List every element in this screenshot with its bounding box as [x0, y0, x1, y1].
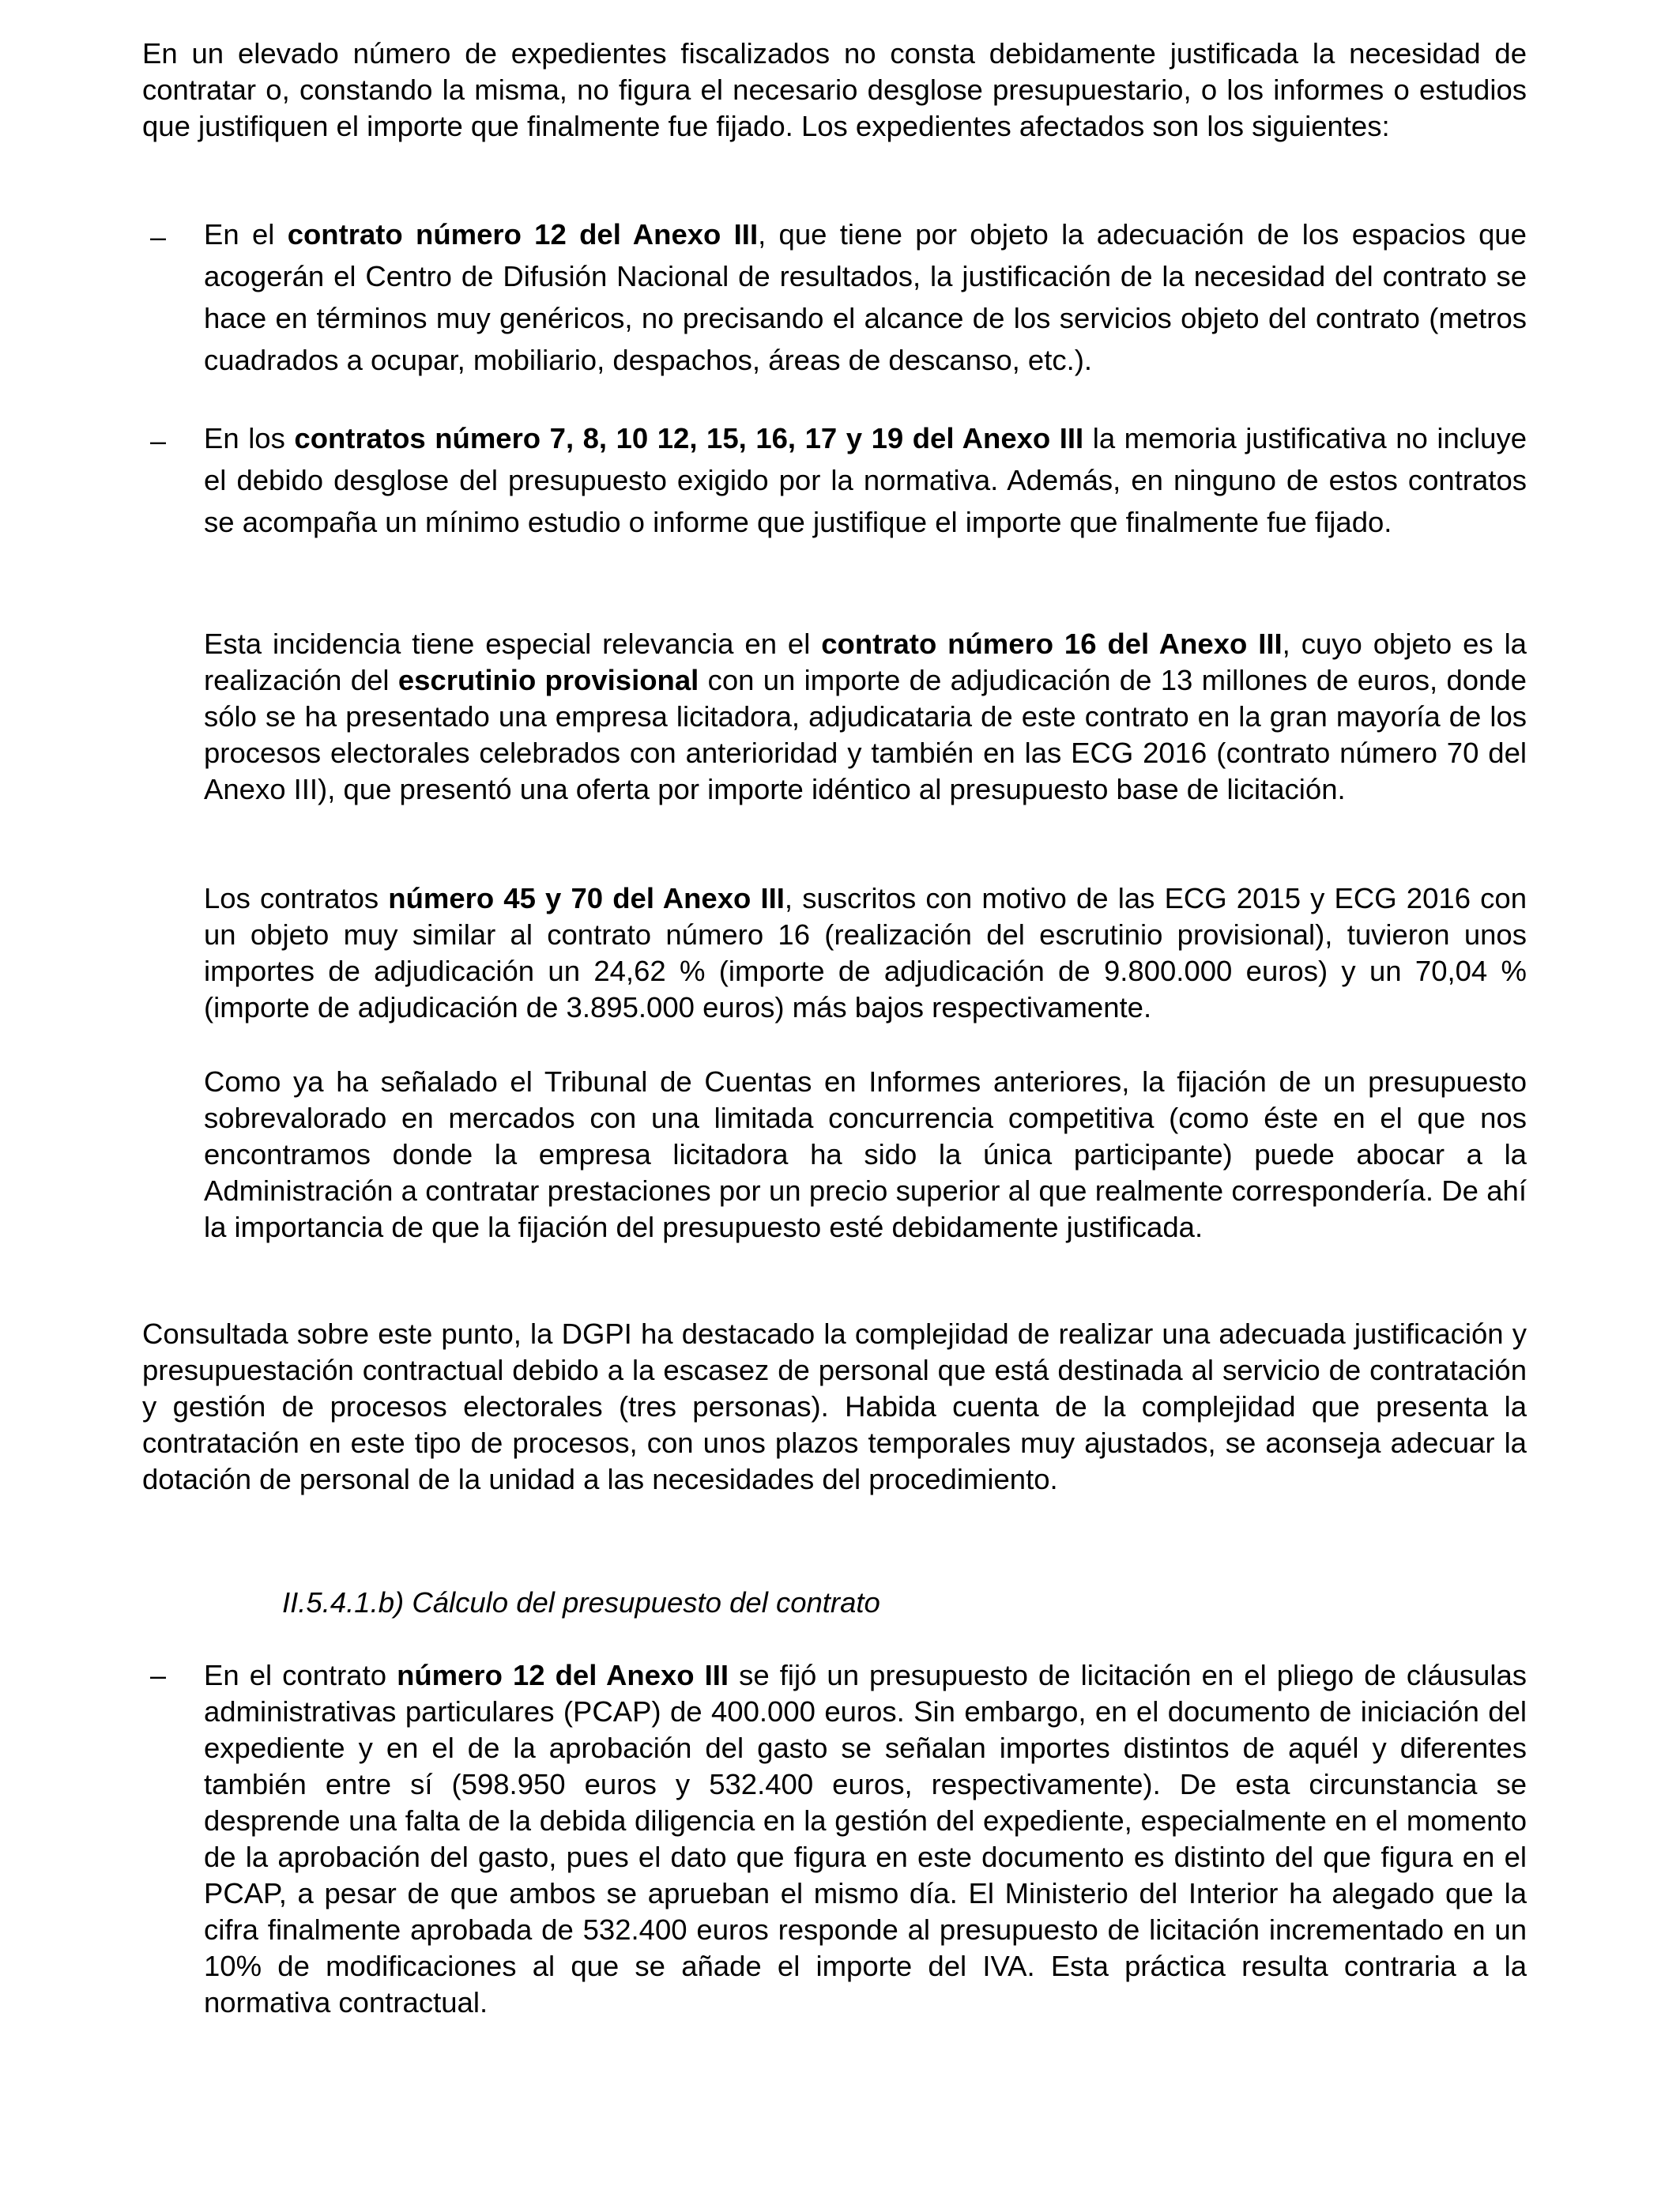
section-heading: II.5.4.1.b) Cálculo del presupuesto del contrato [282, 1586, 880, 1619]
sub-paragraph-contratos-45-70: Los contratos número 45 y 70 del Anexo III, suscritos con motivo de las ECG 2015 y ECG 2016 con un objeto muy similar al contrato número 16 (realización del escrutinio provisional), tuvieron unos importes de adjudicación un 24,62 % (importe de adjudicación de 9.800.000 euros) y un 70,04 % (importe de adjudicación de 3.895.000 euros) más bajos respectivamente. [204, 882, 1527, 1023]
bullet-presupuesto-licitacion: En el contrato número 12 del Anexo III se fijó un presupuesto de licitación en el pliego de cláusulas administrativas particulares (PCAP) de 400.000 euros. Sin embargo, en el documento de iniciación del expediente y en el de la aprobación del gasto se señalan importes distintos de aquél y diferentes también entre sí (598.950 euros y 532.400 euros, respectivamente). De esta circunstancia se desprende una falta de la debida diligencia en la gestión del expediente, especialmente en el momento de la aprobación del gasto, pues el dato que figura en este documento es distinto del que figura en el PCAP, a pesar de que ambos se aprueban el mismo día. El Ministerio del Interior ha alegado que la cifra finalmente aprobada de 532.400 euros responde al presupuesto de licitación incrementado en un 10% de modificaciones al que se añade el importe del IVA. Esta práctica resulta contraria a la normativa contractual. [204, 1659, 1527, 2019]
paragraph-dgpi: Consultada sobre este punto, la DGPI ha destacado la complejidad de realizar una adecuada justificación y presupuestación contractual debido a la escasez de personal que está destinada al servicio de contratación y gestión de procesos electorales (tres personas). Habida cuenta de la complejidad que presenta la contratación en este tipo de procesos, con unos plazos temporales muy ajustados, se aconseja adecuar la dotación de personal de la unidad a las necesidades del procedimiento. [142, 1318, 1527, 1495]
bullet-dash: – [150, 424, 167, 457]
bullet-contratos-varios: En los contratos número 7, 8, 10 12, 15, 16, 17 y 19 del Anexo III la memoria justificativa no incluye el debido desglose del presupuesto exigido por la normativa. Además, en ninguno de estos contratos se acompaña un mínimo estudio o informe que justifique el importe que finalmente fue fijado. [204, 422, 1527, 538]
bullet-dash: – [150, 1659, 167, 1691]
intro-paragraph: En un elevado número de expedientes fiscalizados no consta debidamente justificada la necesidad de contratar o, constando la misma, no figura el necesario desglose presupuestario, o los informes o estudios que justifiquen el importe que finalmente fue fijado. Los expedientes afectados son los siguientes: [142, 37, 1527, 142]
bullet-dash: – [150, 221, 167, 253]
sub-paragraph-contrato-16: Esta incidencia tiene especial relevancia en el contrato número 16 del Anexo III, cuyo objeto es la realización del escrutinio provisional con un importe de adjudicación de 13 millones de euros, donde sólo se ha presentado una empresa licitadora, adjudicataria de este contrato en la gran mayoría de los procesos electorales celebrados con anterioridad y también en las ECG 2016 (contrato número 70 del Anexo III), que presentó una oferta por importe idéntico al presupuesto base de licitación. [204, 628, 1527, 805]
bullet-contrato-12: En el contrato número 12 del Anexo III, que tiene por objeto la adecuación de los espacios que acogerán el Centro de Difusión Nacional de resultados, la justificación de la necesidad del contrato se hace en términos muy genéricos, no precisando el alcance de los servicios objeto del contrato (metros cuadrados a ocupar, mobiliario, despachos, áreas de descanso, etc.). [204, 218, 1527, 376]
sub-paragraph-tribunal: Como ya ha señalado el Tribunal de Cuentas en Informes anteriores, la fijación de un presupuesto sobrevalorado en mercados con una limitada concurrencia competitiva (como éste en el que nos encontramos donde la empresa licitadora ha sido la única participante) puede abocar a la Administración a contratar prestaciones por un precio superior al que realmente correspondería. De ahí la importancia de que la fijación del presupuesto esté debidamente justificada. [204, 1065, 1527, 1243]
